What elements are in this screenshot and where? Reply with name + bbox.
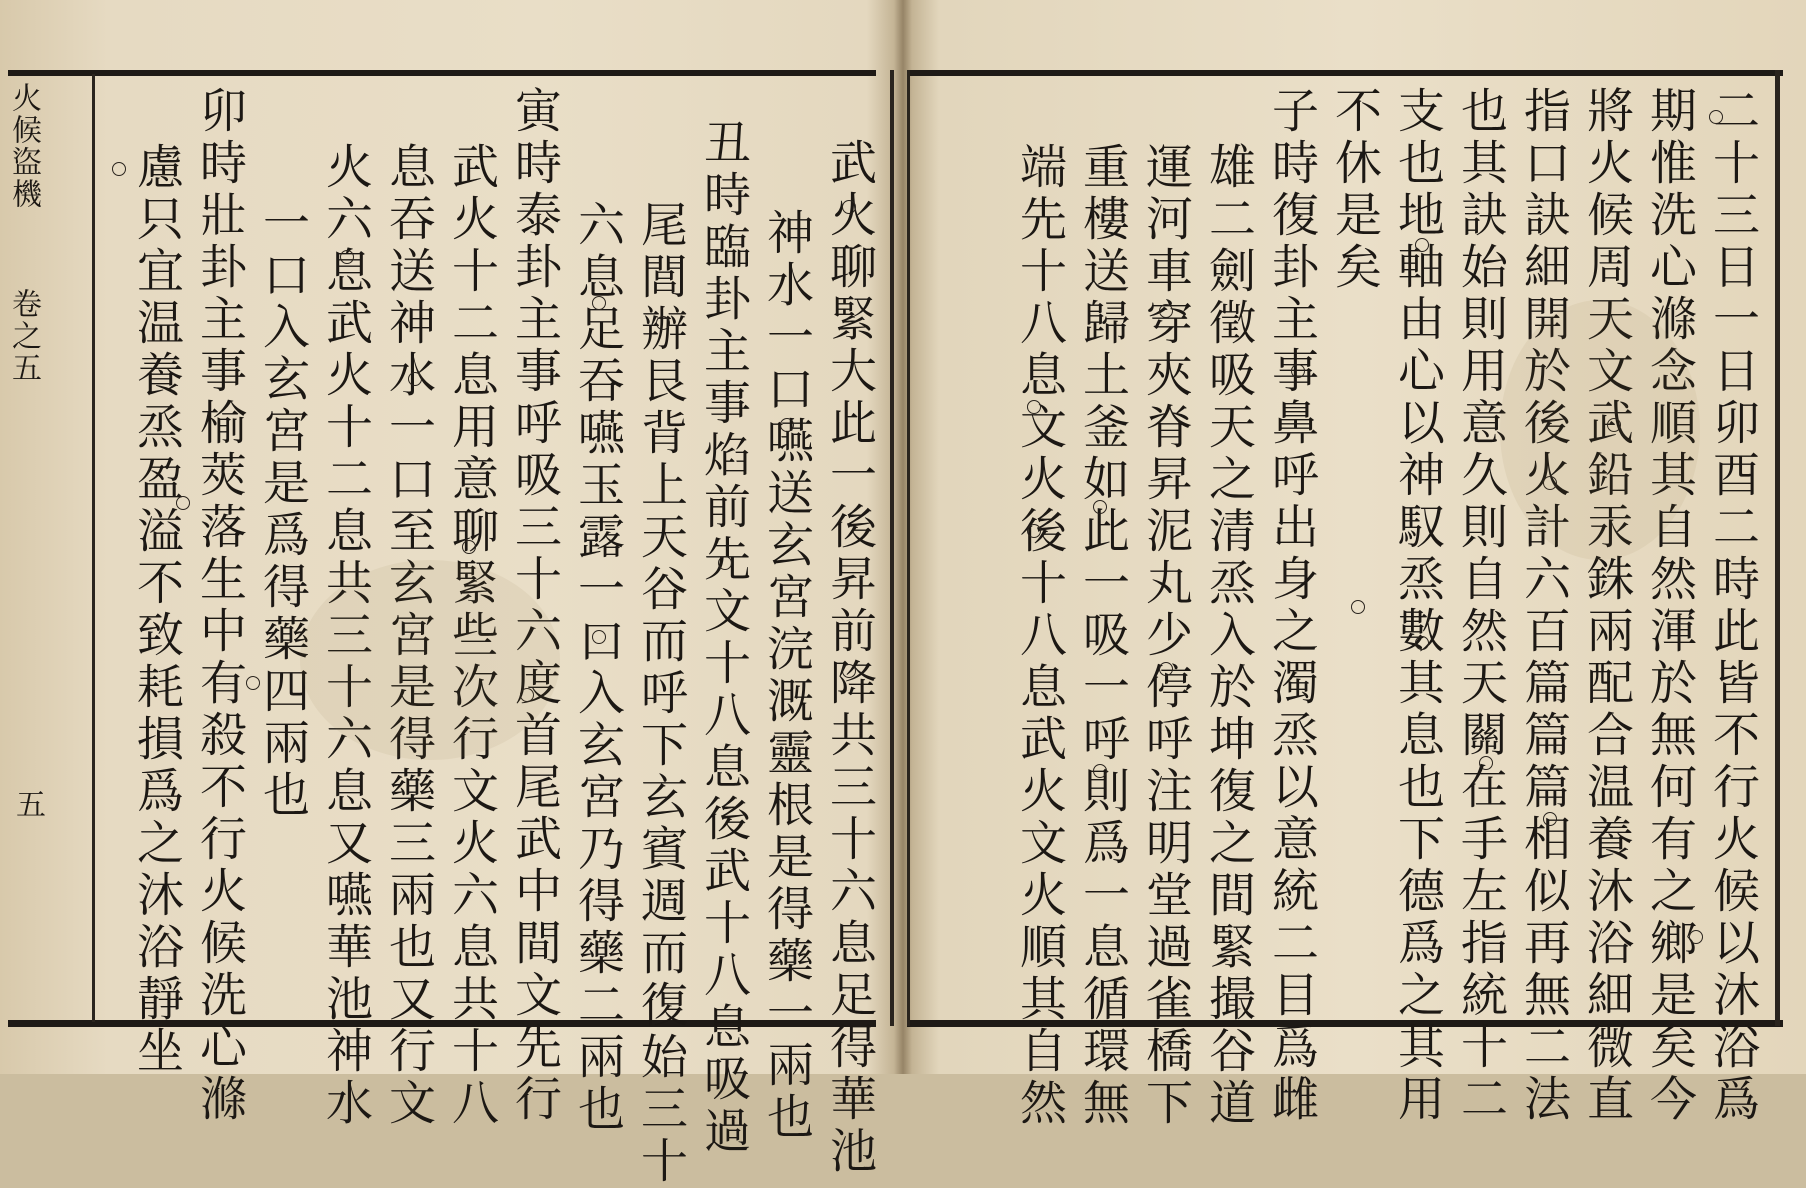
punctuation-circle [1709, 110, 1723, 124]
punctuation-circle [112, 162, 126, 176]
left-column-9: 火六息武火十二息共三十六息又嚥華池神水 [318, 142, 373, 1130]
right-column-3: 將火候周天文武鉛汞銖兩配合温養沐浴細微直 [1579, 86, 1634, 1126]
left-column-7: 武火十二息用意聊緊些次行文火六息共十八 [444, 142, 499, 1130]
left-column-11: 卯時壯卦主事榆莢落生中有殺不行火候洗心滌 [192, 86, 247, 1126]
right-column-9: 雄二劍徵吸天之清烝入於坤復之間緊撮谷道 [1201, 142, 1256, 1130]
punctuation-circle [1415, 636, 1429, 650]
right-top-rule [907, 70, 1783, 76]
punctuation-circle [1479, 756, 1493, 770]
punctuation-circle [1027, 524, 1041, 538]
punctuation-circle [1027, 400, 1041, 414]
punctuation-circle [1351, 600, 1365, 614]
punctuation-circle [842, 664, 856, 678]
punctuation-circle [246, 676, 260, 690]
right-page [903, 0, 1806, 1130]
punctuation-circle [1093, 500, 1107, 514]
punctuation-circle [462, 540, 476, 554]
punctuation-circle [1159, 304, 1173, 318]
margin-book-title: 火候盜機 [6, 82, 41, 210]
punctuation-circle [1291, 364, 1305, 378]
punctuation-circle [592, 630, 606, 644]
punctuation-circle [780, 418, 794, 432]
punctuation-circle [1415, 238, 1429, 252]
left-top-rule [8, 70, 876, 76]
left-column-12: 慮只宜温養烝盈溢不致耗損爲之沐浴靜坐 [129, 142, 184, 1078]
right-column-10: 運河車穿夾脊昇泥丸少停呼注明堂過雀橋下 [1138, 142, 1193, 1130]
left-column-1: 武火聊緊大此一後昇前降共三十六息足得華池 [822, 138, 877, 1178]
right-inner-frame-line [907, 70, 910, 1026]
left-column-6: 寅時泰卦主事呼吸三十六度首尾武中間文先行 [507, 86, 562, 1126]
right-column-7: 不休是矣 [1327, 86, 1382, 294]
punctuation-circle [1159, 662, 1173, 676]
punctuation-circle [842, 200, 856, 214]
punctuation-circle [176, 496, 190, 510]
punctuation-circle [592, 296, 606, 310]
page-number: 五 [16, 788, 46, 823]
right-column-12: 端先十八息文火後十八息武火文火順其自然 [1012, 142, 1067, 1130]
punctuation-circle [1093, 764, 1107, 778]
right-column-5: 也其訣始則用意久則自然天關在手左指統十二 [1453, 86, 1508, 1126]
left-column-3: 丑時臨卦主事焰前先文十八息後武十八息吸過 [696, 118, 751, 1158]
punctuation-circle [340, 250, 354, 264]
right-column-4: 指口訣細開於後火計六百篇篇篇相似再無二法 [1516, 86, 1571, 1126]
left-column-2: 神水一口嚥送玄宮浣溉靈根是得藥一兩也 [759, 208, 814, 1144]
punctuation-circle [408, 372, 422, 386]
left-column-4: 尾閭辦艮背上天谷而呼下玄賓週而復始三十 [633, 200, 688, 1188]
right-column-11: 重樓送歸土釜如此一吸一呼則爲一息循環無 [1075, 142, 1130, 1130]
left-column-10: 一口入玄宮是爲得藥四兩也 [255, 198, 310, 822]
punctuation-circle [1689, 930, 1703, 944]
punctuation-circle [656, 316, 670, 330]
paper-stain [1500, 300, 1700, 560]
right-column-8: 子時復卦主事鼻呼出身之濁烝以意統二目爲雌 [1264, 86, 1319, 1126]
left-frame-line [92, 74, 95, 1022]
paper-stain [300, 560, 560, 760]
left-column-8: 息吞送神水一口至玄宮是得藥三兩也又行文 [381, 142, 436, 1130]
punctuation-circle [1543, 812, 1557, 826]
right-column-1: 二十三日一日卯酉二時此皆不行火候以沐浴爲 [1705, 86, 1760, 1126]
punctuation-circle [718, 556, 732, 570]
right-column-6: 支也地軸由心以神馭烝數其息也下德爲之其用 [1390, 86, 1445, 1126]
left-column-5: 六息足吞嚥玉露一口入玄宮乃得藥二兩也 [570, 200, 625, 1136]
right-column-2: 期惟洗心滌念順其自然渾於無何有之鄉是矣今 [1642, 86, 1697, 1126]
margin-volume-label: 卷之五 [6, 288, 41, 384]
right-outer-frame-line [1775, 70, 1780, 1026]
